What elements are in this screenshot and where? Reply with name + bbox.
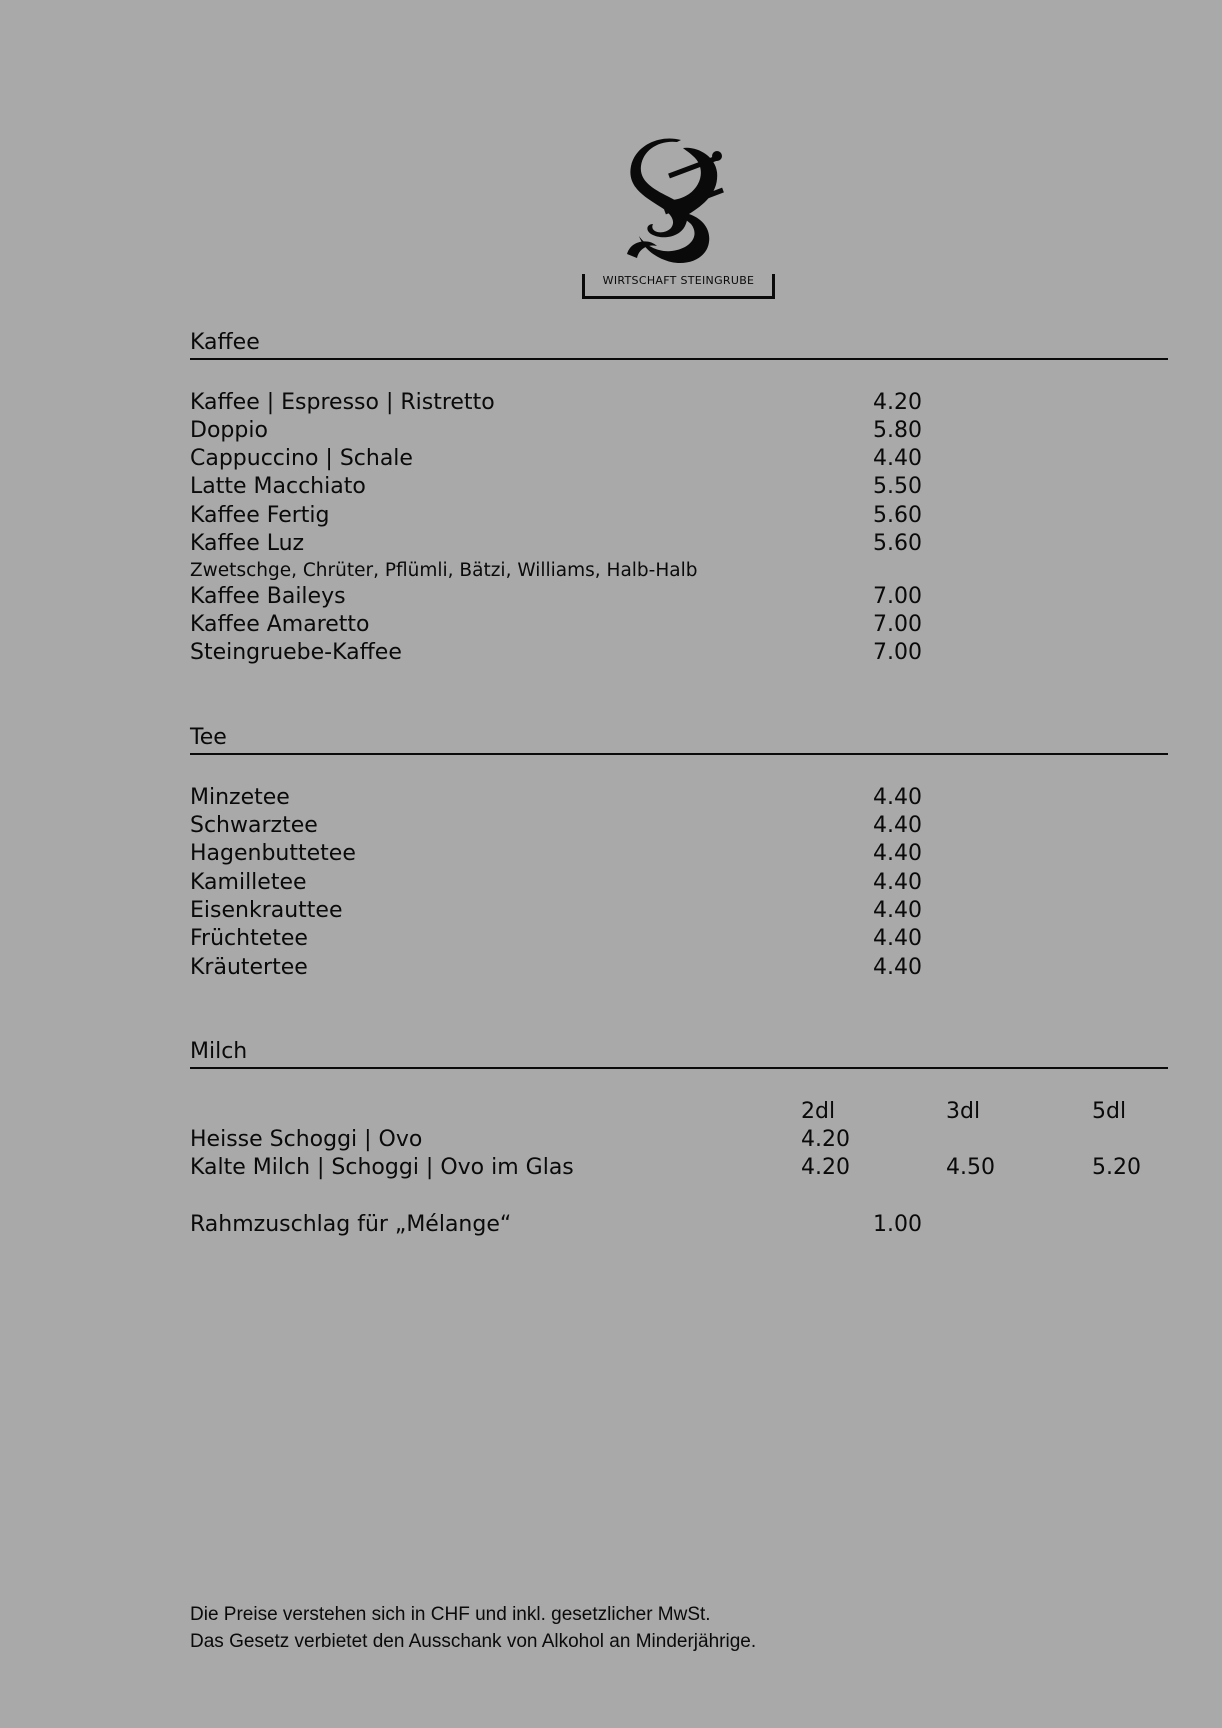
menu-item: Kräutertee — [190, 955, 308, 980]
menu-price: 4.20 — [801, 1127, 850, 1152]
menu-price: 5.80 — [873, 418, 922, 443]
menu-price: 7.00 — [873, 584, 922, 609]
menu-price: 4.50 — [946, 1155, 995, 1180]
menu-price: 4.40 — [873, 446, 922, 471]
menu-item: Steingruebe-Kaffee — [190, 640, 402, 665]
menu-item: Hagenbuttetee — [190, 841, 356, 866]
menu-item: Kaffee | Espresso | Ristretto — [190, 390, 495, 415]
menu-price: 4.40 — [873, 898, 922, 923]
menu-price: 4.40 — [873, 926, 922, 951]
menu-price: 4.20 — [873, 390, 922, 415]
section-title-milch: Milch — [190, 1037, 1168, 1069]
menu-item: Eisenkrauttee — [190, 898, 343, 923]
menu-item: Schwarztee — [190, 813, 318, 838]
menu-item: Früchtetee — [190, 926, 308, 951]
menu-item: Kaffee Amaretto — [190, 612, 370, 637]
menu-item: Doppio — [190, 418, 268, 443]
menu-item-surcharge: Rahmzuschlag für „Mélange“ — [190, 1212, 512, 1237]
section-title-tee: Tee — [190, 723, 1168, 755]
menu-item-note: Zwetschge, Chrüter, Pflümli, Bätzi, Williams, Halb-Halb — [190, 560, 698, 581]
logo-wordmark: WIRTSCHAFT STEINGRUBE — [582, 274, 775, 299]
size-header: 3dl — [946, 1099, 981, 1124]
menu-price: 5.50 — [873, 474, 922, 499]
size-header: 5dl — [1092, 1099, 1127, 1124]
menu-item: Minzetee — [190, 785, 290, 810]
menu-price: 5.60 — [873, 503, 922, 528]
menu-price: 4.40 — [873, 870, 922, 895]
menu-item: Kamilletee — [190, 870, 307, 895]
footer-vat-note: Die Preise verstehen sich in CHF und inkl. gesetzlicher MwSt. — [190, 1604, 711, 1625]
menu-price: 4.40 — [873, 955, 922, 980]
menu-price: 1.00 — [873, 1212, 922, 1237]
menu-item: Kaffee Fertig — [190, 503, 330, 528]
footer-alcohol-note: Das Gesetz verbietet den Ausschank von Alkohol an Minderjährige. — [190, 1631, 757, 1652]
menu-price: 5.60 — [873, 531, 922, 556]
menu-price: 4.40 — [873, 841, 922, 866]
menu-price: 5.20 — [1092, 1155, 1141, 1180]
menu-item: Kalte Milch | Schoggi | Ovo im Glas — [190, 1155, 574, 1180]
menu-price: 4.20 — [801, 1155, 850, 1180]
logo — [0, 136, 1222, 304]
menu-price: 4.40 — [873, 785, 922, 810]
steingrube-s-monogram-icon — [619, 136, 735, 266]
section-title-kaffee: Kaffee — [190, 328, 1168, 360]
menu-price: 7.00 — [873, 640, 922, 665]
menu-price: 7.00 — [873, 612, 922, 637]
menu-item: Heisse Schoggi | Ovo — [190, 1127, 423, 1152]
menu-item: Kaffee Baileys — [190, 584, 346, 609]
size-header: 2dl — [801, 1099, 836, 1124]
menu-item: Cappuccino | Schale — [190, 446, 413, 471]
menu-price: 4.40 — [873, 813, 922, 838]
menu-item: Kaffee Luz — [190, 531, 305, 556]
menu-item: Latte Macchiato — [190, 474, 366, 499]
